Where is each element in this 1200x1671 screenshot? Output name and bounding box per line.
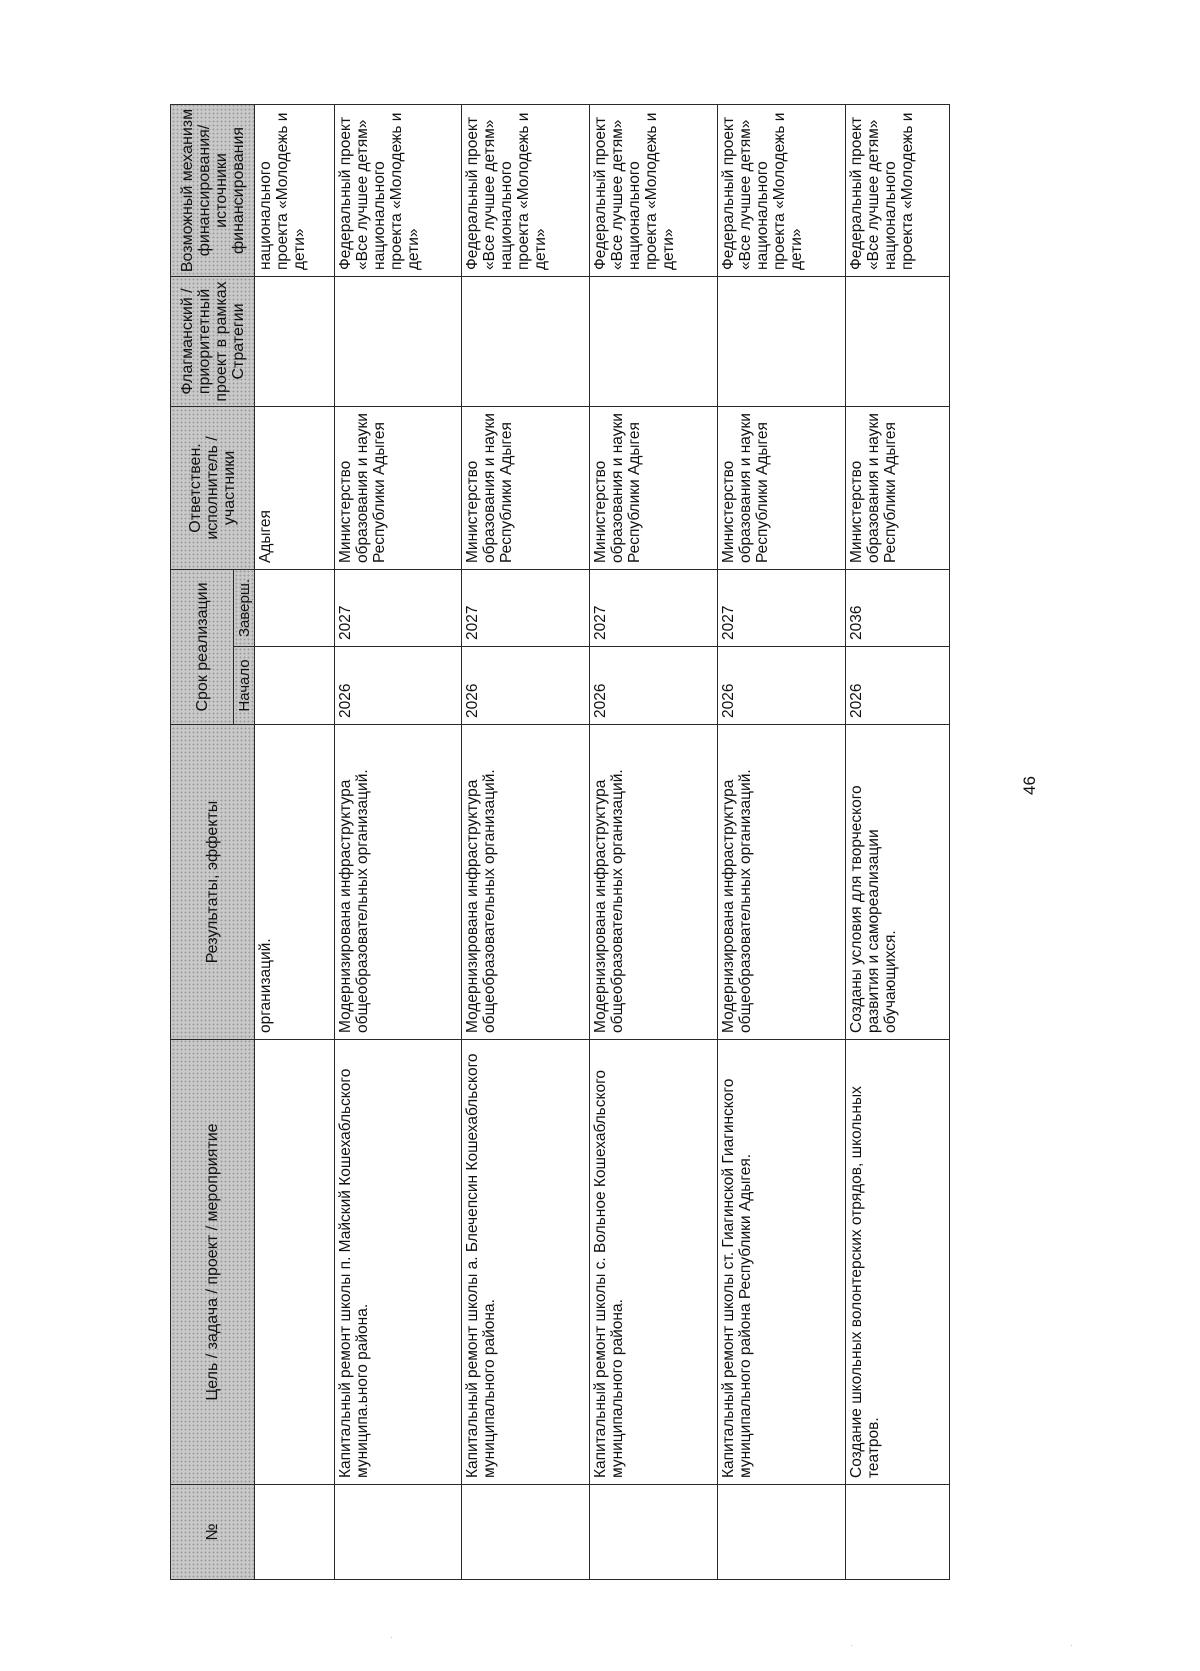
cell-goal	[255, 1040, 335, 1485]
cell-no	[846, 1485, 950, 1580]
cell-flagship	[255, 276, 335, 406]
cell-funding: Федеральный проект «Все лучшее детям» национального проекта «Молодежь и дети»	[718, 104, 846, 276]
table-row	[334, 104, 462, 1579]
cell-no	[255, 1485, 335, 1580]
scan-speck: ·	[850, 1640, 854, 1651]
header-term: Срок реализации	[171, 569, 234, 724]
cell-funding: Федеральный проект «Все лучшее детям» национального проекта «Молодежь и	[846, 104, 950, 276]
cell-goal: Капитальный ремонт школы ст. Гиагинской Гиагинского муниципального района Республики Адыгея.	[718, 1040, 846, 1485]
scan-speck: ·	[390, 1632, 394, 1643]
cell-responsible: Министерство образования и науки Республики Адыгея	[462, 406, 590, 569]
table-row	[462, 104, 590, 1579]
rotated-table-sheet	[170, 105, 950, 1580]
cell-funding: Федеральный проект «Все лучшее детям» национального проекта «Молодежь и дети»	[462, 104, 590, 276]
cell-results: Модернизирована инфраструктура общеобразовательных организаций.	[334, 725, 462, 1040]
cell-results: Модернизирована инфраструктура общеобразовательных организаций.	[462, 725, 590, 1040]
cell-flagship	[334, 276, 462, 406]
cell-no	[718, 1485, 846, 1580]
cell-flagship	[846, 276, 950, 406]
page-number: 46	[1020, 776, 1039, 795]
cell-goal: Капитальный ремонт школы с. Вольное Кошехабльского муниципального района.	[590, 1040, 718, 1485]
cell-results: Созданы условия для творческого развития и самореализации обучающихся.	[846, 725, 950, 1040]
header-funding: Возможный механизм финансирования/ источники финансирования	[171, 104, 255, 276]
cell-results: организаций.	[255, 725, 335, 1040]
header-goal: Цель / задача / проект / мероприятие	[171, 1040, 255, 1485]
cell-funding: Федеральный проект «Все лучшее детям» национального проекта «Молодежь и дети»	[590, 104, 718, 276]
cell-responsible: Министерство образования и науки Республики Адыгея	[334, 406, 462, 569]
cell-start: 2026	[718, 647, 846, 725]
cell-flagship	[718, 276, 846, 406]
cell-responsible: Адыгея	[255, 406, 335, 569]
cell-flagship	[462, 276, 590, 406]
table-row	[590, 104, 718, 1579]
cell-start: 2026	[846, 647, 950, 725]
scan-speck: ·	[1070, 1640, 1074, 1651]
table-row	[718, 104, 846, 1579]
cell-end: 2027	[590, 569, 718, 646]
cell-responsible: Министерство образования и науки Республики Адыгея	[718, 406, 846, 569]
cell-goal: Капитальный ремонт школы а. Блечепсин Кошехабльского муниципального района.	[462, 1040, 590, 1485]
cell-start: 2026	[462, 647, 590, 725]
table-row	[255, 104, 335, 1579]
cell-flagship	[590, 276, 718, 406]
cell-responsible: Министерство образования и науки Республики Адыгея	[846, 406, 950, 569]
cell-results: Модернизирована инфраструктура общеобразовательных организаций.	[590, 725, 718, 1040]
cell-responsible: Министерство образования и науки Республики Адыгея	[590, 406, 718, 569]
header-no: №	[171, 1485, 255, 1580]
header-flagship: Флагманский / приоритетный проект в рамках Стратегии	[171, 276, 255, 406]
cell-funding: Федеральный проект «Все лучшее детям» национального проекта «Молодежь и дети»	[334, 104, 462, 276]
cell-goal: Создание школьных волонтерских отрядов, школьных театров.	[846, 1040, 950, 1485]
table-row	[846, 104, 950, 1579]
header-start: Начало	[234, 647, 255, 725]
cell-end: 2036	[846, 569, 950, 646]
cell-end	[255, 569, 335, 646]
cell-no	[334, 1485, 462, 1580]
cell-end: 2027	[334, 569, 462, 646]
cell-start	[255, 647, 335, 725]
cell-funding: национального проекта «Молодежь и дети»	[255, 104, 335, 276]
cell-goal: Капитальный ремонт школы п. Майский Кошехабльского муниципа.ьного района.	[334, 1040, 462, 1485]
header-results: Результаты, эффекты	[171, 725, 255, 1040]
cell-start: 2026	[590, 647, 718, 725]
strategy-table	[170, 104, 950, 1580]
cell-no	[590, 1485, 718, 1580]
cell-end: 2027	[718, 569, 846, 646]
header-end: Заверш.	[234, 569, 255, 646]
cell-start: 2026	[334, 647, 462, 725]
header-responsible: Ответствен. исполнитель / участники	[171, 406, 255, 569]
cell-end: 2027	[462, 569, 590, 646]
cell-no	[462, 1485, 590, 1580]
cell-results: Модернизирована инфраструктура общеобразовательных организаций.	[718, 725, 846, 1040]
